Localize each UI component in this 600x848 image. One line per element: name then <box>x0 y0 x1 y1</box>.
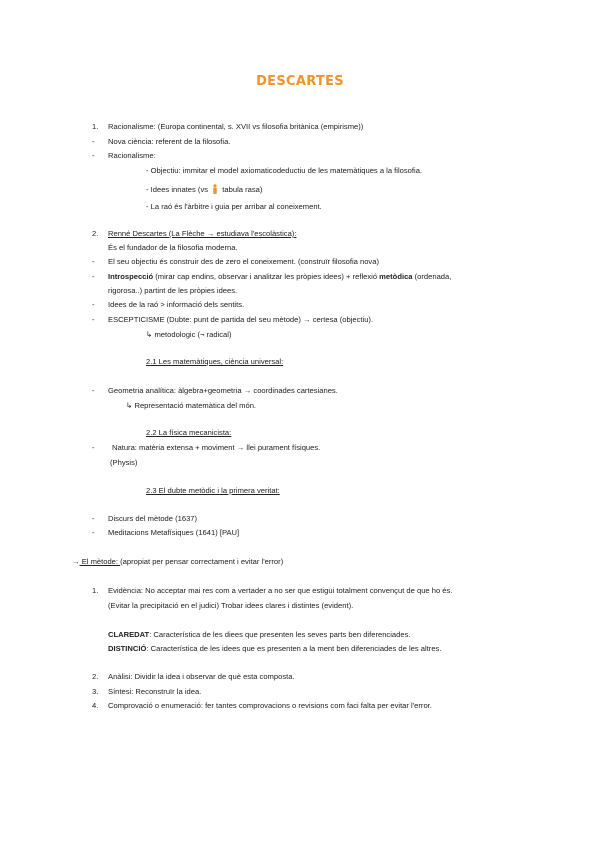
bullet-dash: - <box>92 528 95 537</box>
bullet-dash: - <box>92 514 95 523</box>
text-span: (apropiat per pensar correctament i evitar l'error) <box>120 557 284 566</box>
list-number: 2. <box>92 229 99 238</box>
paragraph: És el fundador de la filosofia moderna. <box>108 243 238 252</box>
list-item: Idees de la raó > informació dels sentits. <box>108 300 245 309</box>
list-number: 2. <box>92 672 99 681</box>
list-number: 1. <box>92 586 99 595</box>
list-number: 3. <box>92 687 99 696</box>
bullet-dash: - <box>92 151 95 160</box>
subsection-heading: 2.3 El dubte metòdic i la primera veritat: <box>146 486 280 495</box>
sub-item: ↳ metodologic (¬ radical) <box>146 330 232 339</box>
bullet-dash: - <box>92 386 95 395</box>
method-heading <box>72 557 283 567</box>
bold-term: Introspecció <box>108 272 154 281</box>
rule-item: Evidència: No acceptar mai res com a vertader a no ser que estigui totalment convençut de que ho és. <box>108 586 453 595</box>
list-item-continuation: (Physis) <box>110 458 138 467</box>
definition-term: CLAREDAT <box>108 630 150 639</box>
arrow-icon: → <box>72 557 80 566</box>
page-title: DESCARTES <box>256 74 344 89</box>
bullet-dash: - <box>92 272 95 281</box>
bullet-dash: - <box>92 443 95 452</box>
sub-item: - Objectiu: immitar el model axiomaticodeductiu de les matemàtiques a la filosofia. <box>146 166 423 175</box>
list-item: El seu objectiu és construir des de zero el coneixement. (construïr filosofia nova) <box>108 257 379 266</box>
list-item: ESCEPTICISME (Dubte: punt de partida del seu mètode) → certesa (objectiu). <box>108 315 374 324</box>
definition-text: : Característica de les idees que es presenten a la ment ben diferenciades de les altres. <box>146 644 442 653</box>
definition-claredat <box>108 630 411 640</box>
text-span: (mirar cap endins, observar i analitzar les pròpies idees) + reflexió <box>153 272 380 281</box>
list-item: Meditacions Metafísiques (1641) [PAU] <box>108 528 240 537</box>
bullet-dash: - <box>92 300 95 309</box>
definition-term: DISTINCIÓ <box>108 644 147 653</box>
list-item <box>108 272 451 282</box>
sub-item <box>146 184 262 195</box>
person-icon <box>212 184 218 194</box>
definition-text: : Característica de les diees que presenten les seves parts ben diferenciades. <box>149 630 411 639</box>
bullet-dash: - <box>92 257 95 266</box>
list-number: 4. <box>92 701 99 710</box>
rule-item-continuation: (Evitar la precipitació en el judici) Trobar idees clares i distintes (evident). <box>108 601 354 610</box>
section2-heading: Renné Descartes (La Flèche → estudiava l'escolàstica): <box>108 229 297 238</box>
sub-item: - La raó és l'àrbitre i guia per arribar al coneixement. <box>146 202 322 211</box>
rule-item: Comprovació o enumeració: fer tantes comprovacions o revisions com faci falta per evitar l'error. <box>108 701 432 710</box>
definition-distincio <box>108 644 441 654</box>
subsection-heading: 2.1 Les matemàtiques, ciència universal: <box>146 357 284 366</box>
bullet-dash: - <box>92 137 95 146</box>
sub-item-text: tabula rasa) <box>222 185 263 194</box>
list-item: Racionalisme: <box>108 151 156 160</box>
sub-item: ↳ Representació matemàtica del món. <box>126 401 257 410</box>
list-item: Geometria analítica: àlgebra+geometria → coordinades cartesianes. <box>108 386 338 395</box>
rule-item: Anàlisi: Dividir la idea i observar de què esta composta. <box>108 672 295 681</box>
list-item: Nova ciència: referent de la filosofia. <box>108 137 231 146</box>
bold-term: metòdica <box>379 272 413 281</box>
list-item-continuation: rigorosa..) partint de les pròpies idees. <box>108 286 238 295</box>
text-span: (ordenada, <box>412 272 452 281</box>
rule-item: Síntesi: Reconstruïr la idea. <box>108 687 202 696</box>
sub-item-text: - Idees innates (vs <box>146 185 209 194</box>
bullet-dash: - <box>92 315 95 324</box>
subsection-heading: 2.2 La física mecanicista: <box>146 428 232 437</box>
list-item: Natura: matèria extensa + moviment → llei purament físiques. <box>112 443 321 452</box>
list-item: Discurs del mètode (1637) <box>108 514 198 523</box>
list-number: 1. <box>92 122 99 131</box>
method-label: El mètode: <box>79 557 121 566</box>
section1-heading: Racionalisme: (Europa continental, s. XVII vs filosofia britànica (empirisme)) <box>108 122 364 131</box>
